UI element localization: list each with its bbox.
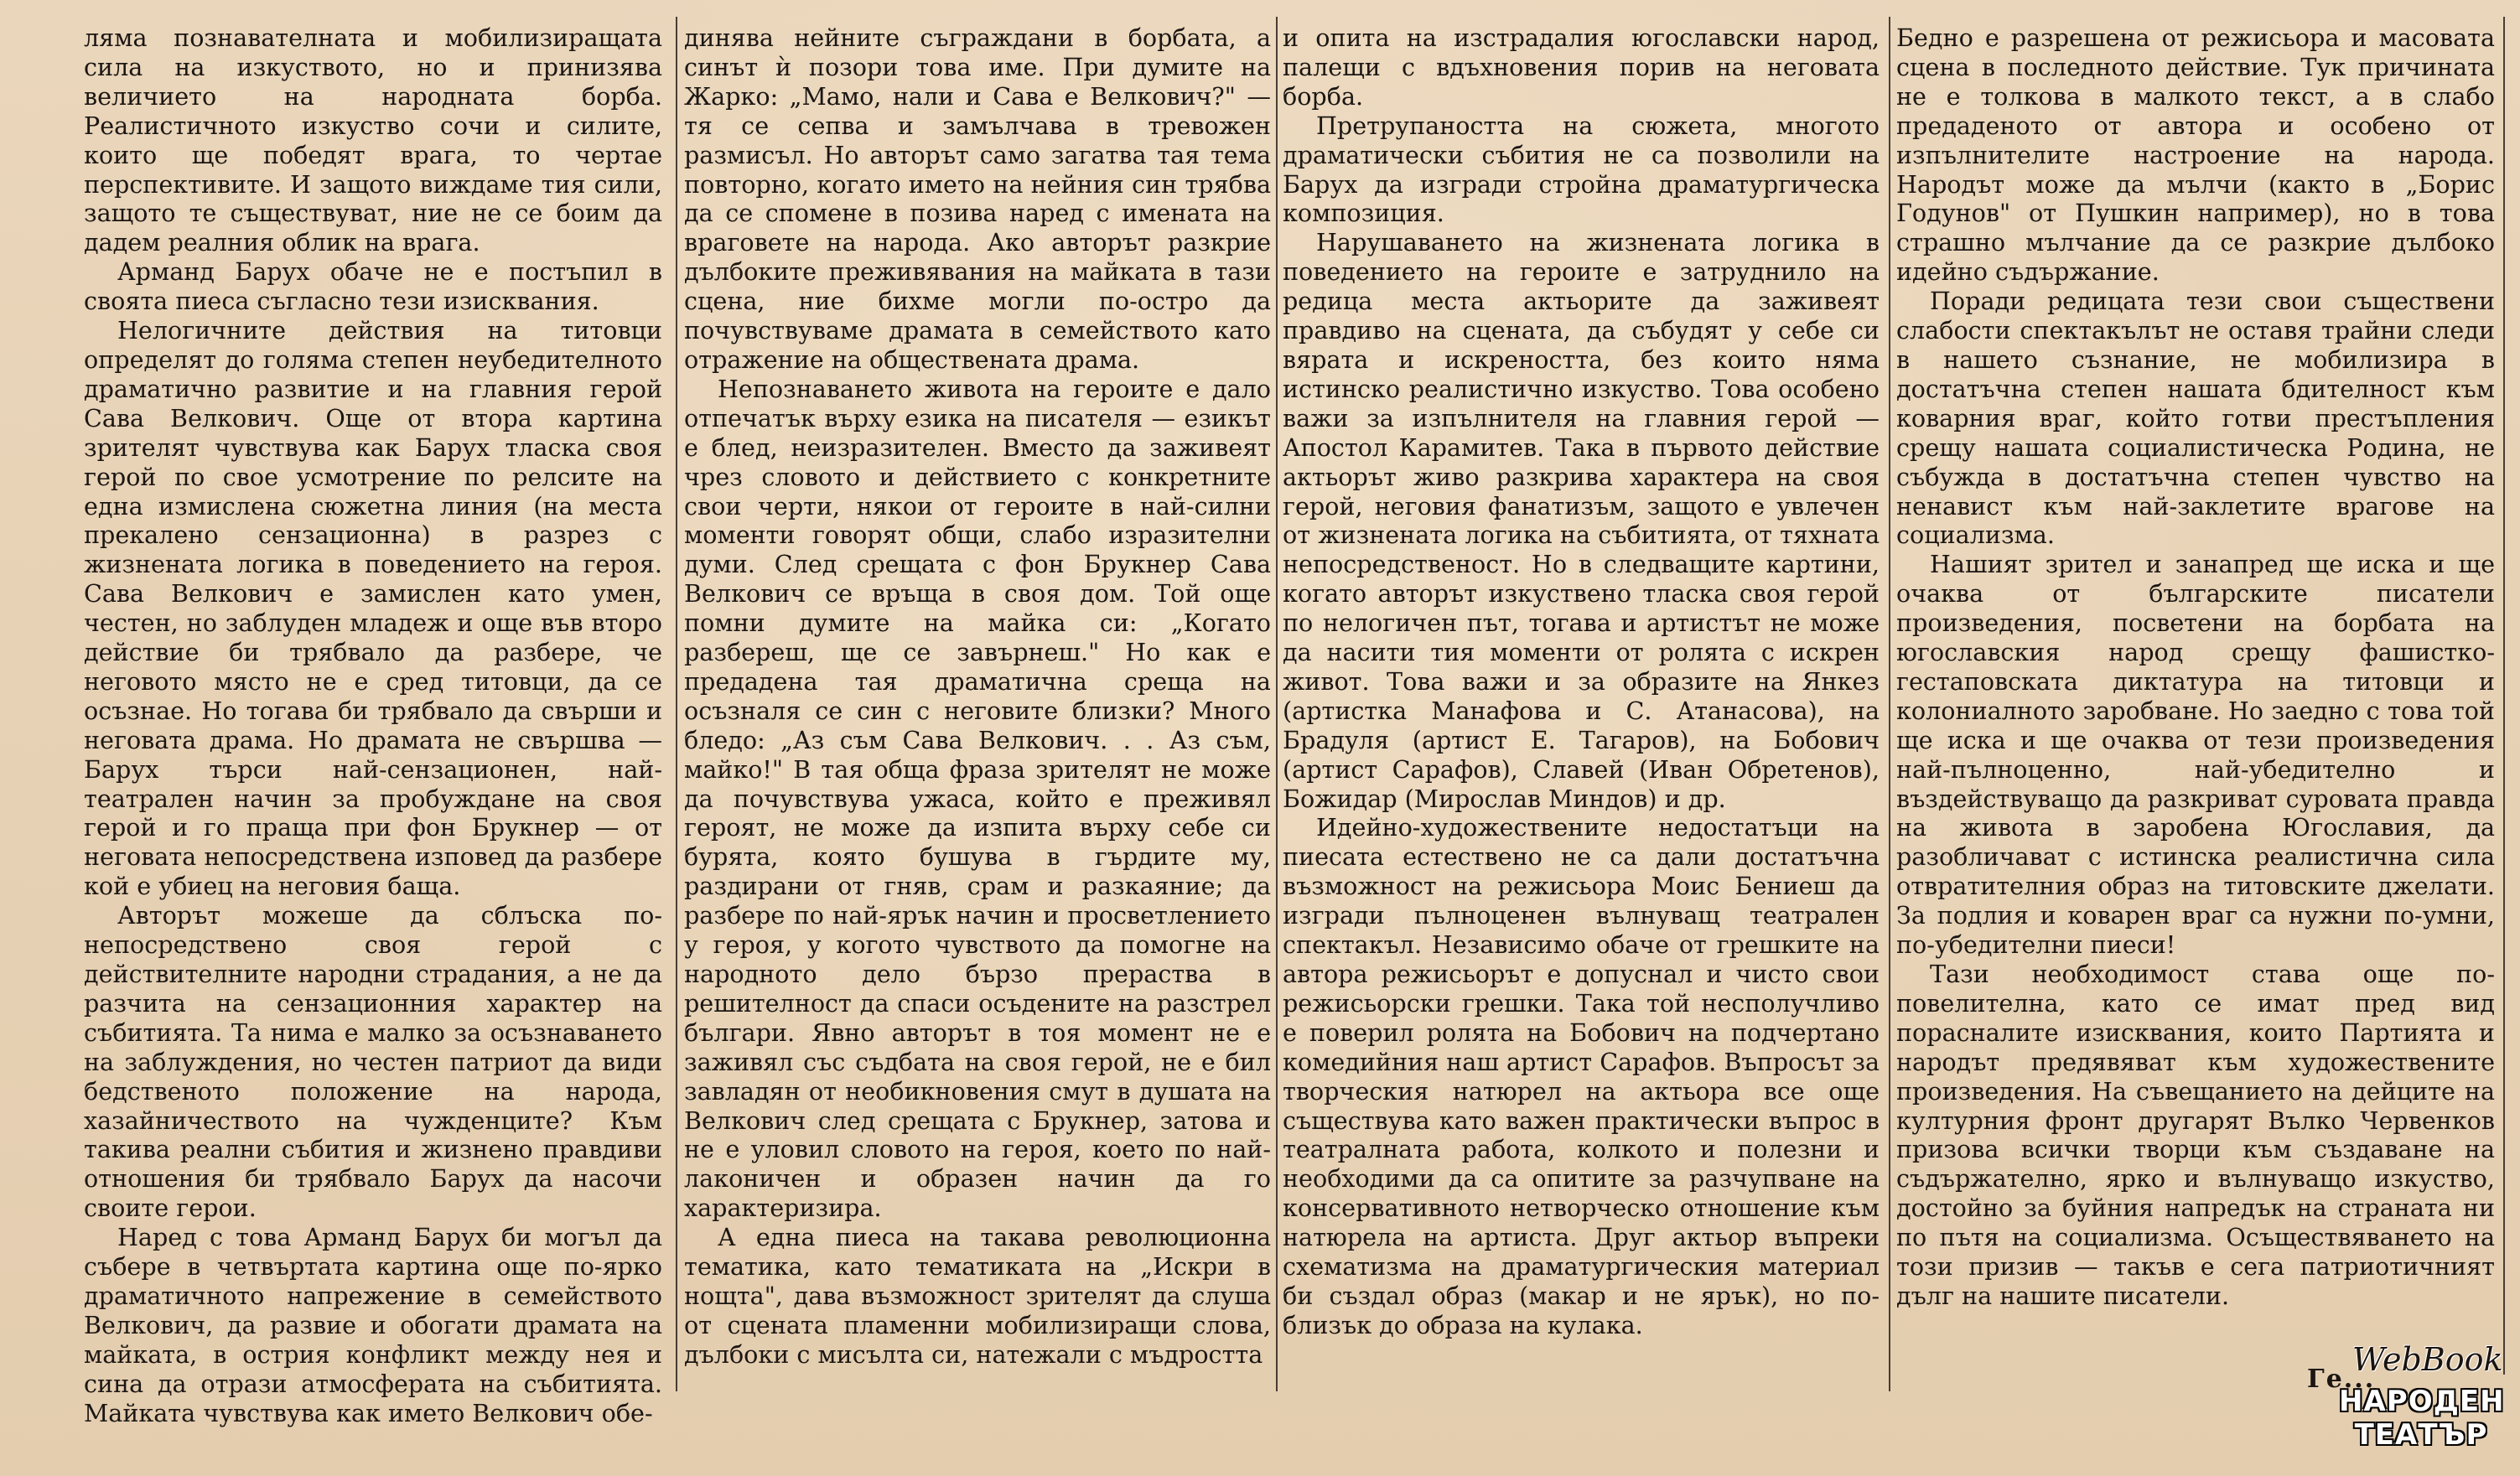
column-rule [1889,17,1890,1391]
column-rule [2503,17,2505,1375]
author-signature: Ге... [2307,1365,2376,1394]
paragraph: А една пиеса на такава революционна тематика, като тематиката на „Искри в нощта", дава възможност зрителят да слуша от сцената пламенни мобилизиращи слова, дълбоки с мисълта си, натежали с мъдростта [684,1223,1271,1369]
paragraph: ляма познавателната и мобилизиращата сила на изкуството, но и принизява величието на народната борба. Реалистичното изкуство сочи и силите, които ще победят врага, то чертае перспективите. И защото виждаме тия сили, защото те съществуват, ние не се боим да дадем реалния облик на врага. [84,23,662,257]
paragraph: Бедно е разрешена от режисьора и масовата сцена в последното действие. Тук причината не е толкова в малкото текст, а в слабо предаденото от автора и особено от изпълнителите настроение на народа. Народът може да мълчи (както в „Борис Годунов" от Пушкин например), но в това страшно мълчание да се разкрие дълбоко идейно съдържание. [1896,23,2495,287]
paragraph: Претрупаността на сюжета, многото драматически събития не са позволили на Барух да изгради стройна драматургическа композиция. [1283,111,1880,228]
paragraph: Арманд Барух обаче не е постъпил в своята пиеса съгласно тези изисквания. [84,257,662,316]
paragraph: Тази необходимост става още по-повелителна, като се имат пред вид порасналите изисквания, които Партията и народът предявяват към художествените произведения. На съвещанието на дейците на културния фронт другарят Вълко Червенков призова всички творци към създаване на съдържателно, ярко и вълнуващо изкуство, достойно за буйния напредък на страната ни по пътя на социализма. Осъществяването на този призив — такъв е сега патриотичният дълг на нашите писатели. [1896,960,2495,1310]
paragraph: Идейно-художествените недостатъци на пиесата естествено не са дали достатъчна възможност на режисьора Моис Бениеш да изгради пълноценен вълнуващ театрален спектакъл. Независимо обаче от грешките на автора режисьорът е допуснал и чисто свои режисьорски грешки. Така той несполучливо е поверил ролята на Бобович на подчертано комедийния наш артист Сарафов. Въпросът за творческия натюрел на актьора все още съществува като важен практически въпрос в театралната работа, колкото и полезни и необходими да са опитите за разчупване на консервативното нетворческо отношение към натюрела на артиста. Друг актьор въпреки схематизма на драматургическия материал би създал образ (макар и не ярък), но по-близък до образа на кулака. [1283,813,1880,1339]
paragraph: и опита на изстрадалия югославски народ, палещи с вдъхновения порив на неговата борба. [1283,23,1880,111]
logo-script: WebBook [2352,1341,2503,1378]
logo-line-1: НАРОДЕН [2339,1385,2505,1418]
watermark-logo [2336,1341,2503,1467]
paragraph: Нашият зрител и занапред ще иска и ще очаква от българските писатели произведения, посветени на борбата на югославския народ срещу фашистко-гестаповската диктатура на титовци и колониалното заробване. Но заедно с това той ще иска и ще очаква от тези произведения най-пълноценно, най-убедително и въздействуващо да разкриват суровата правда на живота в заробена Югославия, да разобличават с истинска реалистична сила отвратителния образ на титовските джелати. За подлия и коварен враг са нужни по-умни, по-убедителни пиеси! [1896,550,2495,960]
paragraph: Нарушаването на жизнената логика в поведението на героите е затруднило на редица места актьорите да заживеят правдиво на сцената, да събудят у себе си вярата и искреността, без които няма истинско реалистично изкуство. Това особено важи за изпълнителя на главния герой — Апостол Карамитев. Така в първото действие актьорът живо разкрива характера на своя герой, неговия фанатизъм, защото е увлечен от жизнената логика на събитията, от тяхната непосредственост. Но в следващите картини, когато авторът изкуствено тласка своя герой по нелогичен път, тогава и артистът не може да насити тия моменти от ролята с искрен живот. Това важи и за образите на Янкез (артистка Манафова и С. Атанасова), на Брадуля (артист Е. Тагаров), на Бобович (артист Сарафов), Славей (Иван Обретенов), Божидар (Мирослав Миндов) и др. [1283,228,1880,813]
column-rule [1276,17,1278,1391]
paragraph: Непознаването живота на героите е дало отпечатък върху езика на писателя — езикът е блед, неизразителен. Вместо да заживеят чрез словото и действието с конкретните свои черти, някои от героите в най-силни моменти говорят общи, слабо изразителни думи. След срещата с фон Брукнер Сава Велкович се връща в своя дом. Той още помни думите на майка си: „Когато разбереш, ще се завърнеш." Но как е предадена тая драматична среща на осъзналя се син с неговите близки? Много бледо: „Аз съм Сава Велкович. . . Аз съм, майко!" В тая обща фраза зрителят не може да почувствува ужаса, който е преживял героят, не може да изпита върху себе си бурята, която бушува в гърдите му, раздирани от гняв, срам и разкаяние; да разбере по най-ярък начин и просветлението у героя, у когото чувството да помогне на народното дело бързо прераства в решителност да спаси осъдените на разстрел българи. Явно авторът в тоя момент не е заживял със съдбата на своя герой, не е бил завладян от необикновения смут в душата на Велкович след срещата с Брукнер, затова и не е уловил словото на героя, което по най-лаконичен и образен начин да го характеризира. [684,374,1271,1223]
paragraph: Авторът можеше да сблъска по-непосредствено своя герой с действителните народни страдания, а не да разчита на сензационния характер на събитията. Та нима е малко за осъзнаването на заблуждения, но честен патриот да види бедственото положение на народа, хазайничеството на чужденците? Към такива реални събития и жизнено правдиви отношения би трябвало Барух да насочи своите герои. [84,901,662,1223]
logo-line-2: ТЕАТЪР [2354,1418,2488,1452]
column-rule [676,17,677,1391]
article-column-4 [1896,23,2495,1339]
paragraph: Наред с това Арманд Барух би могъл да събере в четвъртата картина още по-ярко драматичното напрежение в семейството Велкович, да развие и обогати драмата на майката, в острия конфликт между нея и сина да отрази атмосферата на събитията. Майката чувствува как името Велкович обе- [84,1223,662,1427]
article-column-3 [1283,23,1880,1402]
paragraph: Нелогичните действия на титовци определят до голяма степен неубедителното драматично развитие и на главния герой Сава Велкович. Още от втора картина зрителят чувствува как Барух тласка своя герой по свое усмотрение по релсите на една измислена сюжетна линия (на места прекалено сензационна) в разрез с жизнената логика в поведението на героя. Сава Велкович е замислен като умен, честен, но заблуден младеж и още във второ действие би трябвало да разбере, че неговото място не е сред титовци, да се осъзнае. Но тогава би трябвало да свърши и неговата драма. Но драмата не свършва — Барух търси най-сензационен, най-театрален начин за пробуждане на своя герой и го праща при фон Брукнер — от неговата непосредствена изповед да разбере кой е убиец на неговия баща. [84,316,662,901]
article-column-2 [684,23,1271,1402]
article-column-1 [84,23,662,1427]
paragraph: Поради редицата тези свои съществени слабости спектакълът не оставя трайни следи в нашето съзнание, не мобилизира в достатъчна степен нашата бдителност към коварния враг, който готви престъпления срещу нашата социалистическа Родина, не събужда в достатъчна степен чувство на ненавист към най-заклетите врагове на социализма. [1896,287,2495,550]
paragraph: динява нейните съграждани в борбата, а синът ѝ позори това име. При думите на Жарко: „Мамо, нали и Сава е Велкович?" — тя се сепва и замълчава в тревожен размисъл. Но авторът само загатва тая тема повторно, когато името на нейния син трябва да се спомене в позива наред с имената на враговете на народа. Ако авторът разкрие дълбоките преживявания на майката в тази сцена, ние бихме могли по-остро да почувствуваме драмата в семейството като отражение на обществената драма. [684,23,1271,374]
